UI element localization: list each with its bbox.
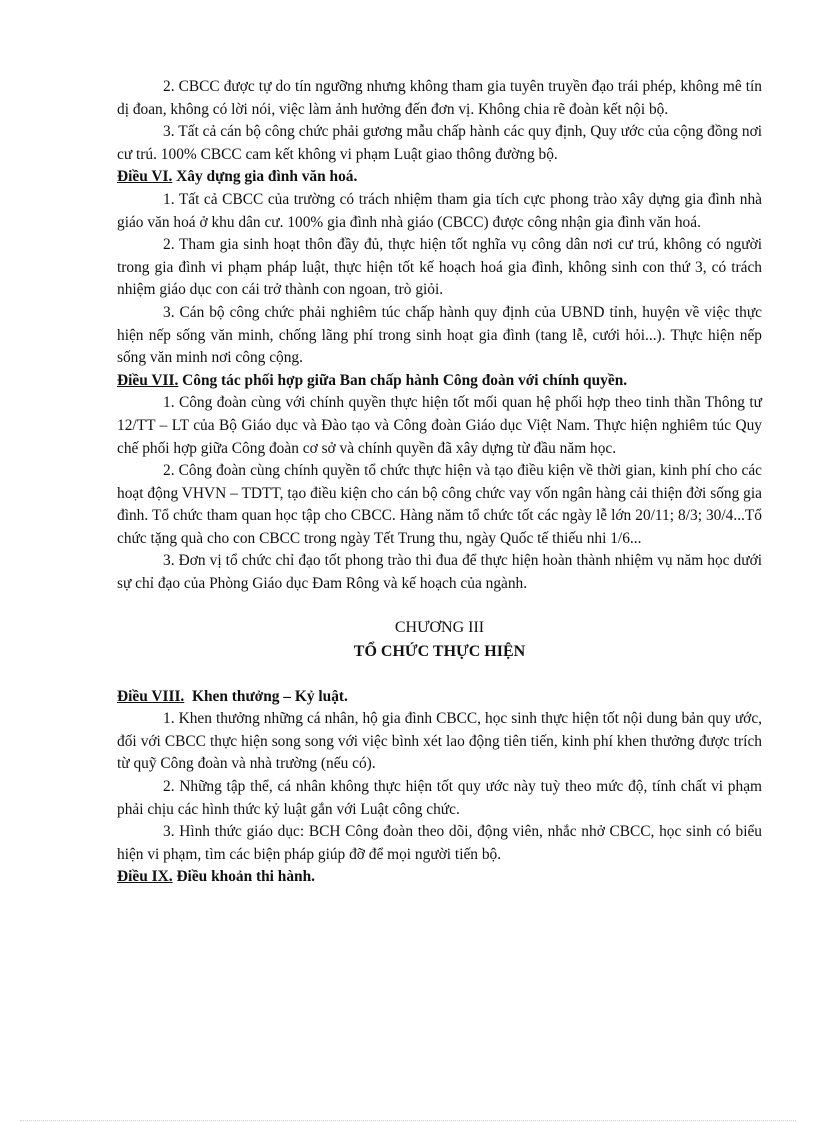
article-label: Điều IX. [117,868,173,886]
article-title: Khen thưởng – Kỷ luật. [184,687,348,705]
article-label: Điều VIII. [117,687,185,705]
paragraph: 3. Hình thức giáo dục: BCH Công đoàn theo dõi, động viên, nhắc nhở CBCC, học sinh có biểu hiện vi phạm, tìm các biện pháp giúp đỡ để mọi người tiến bộ. [117,823,762,863]
paragraph: 2. Công đoàn cùng chính quyền tổ chức thực hiện và tạo điều kiện về thời gian, kinh phí cho các hoạt động VHVN – TDTT, tạo điều kiện cho cán bộ công chức vay vốn ngân hàng cải thiện đời sống gia đình. Tổ chức tham quan học tập cho CBCC. Hàng năm tổ chức tốt các ngày lễ lớn 20/11; 8/3; 30/4...Tổ chức tặng quà cho con CBCC trong ngày Tết Trung thu, ngày Quốc tế thiếu nhi 1/6... [117,462,762,547]
article-title: Điều khoản thi hành. [172,868,316,886]
article-label: Điều VII. [117,371,179,389]
paragraph: 3. Cán bộ công chức phải nghiêm túc chấp hành quy định của UBND tỉnh, huyện về việc thực hiện nếp sống văn minh, chống lãng phí trong sinh hoạt gia đình (tang lễ, cưới hỏi...). Thực hiện nếp sống văn minh nơi công cộng. [117,303,762,367]
article-title: Công tác phối hợp giữa Ban chấp hành Công đoàn với chính quyền. [178,371,628,389]
article-heading [117,370,762,393]
document-page [117,76,762,889]
paragraph: 1. Tất cả CBCC của trường có trách nhiệm tham gia tích cực phong trào xây dựng gia đình nhà giáo văn hoá ở khu dân cư. 100% gia đình nhà giáo (CBCC) được công nhận gia đình văn hoá. [117,190,762,231]
paragraph: 2. Những tập thể, cá nhân không thực hiện tốt quy ước này tuỳ theo mức độ, tính chất vi phạm phải chịu các hình thức kỷ luật gắn với Luật công chức. [117,778,762,818]
chapter-number: CHƯƠNG III [394,618,485,636]
paragraph: 1. Khen thưởng những cá nhân, hộ gia đình CBCC, học sinh thực hiện tốt nội dung bản quy ước, đối với CBCC thực hiện song song với việc bình xét lao động tiên tiến, kinh phí khen thưởng được trích từ quỹ Công đoàn và nhà trường (nếu có). [117,710,762,773]
article-heading [117,866,762,889]
paragraph: 2. CBCC được tự do tín ngưỡng nhưng không tham gia tuyên truyền đạo trái phép, không mê tín dị đoan, không có lời nói, việc làm ảnh hưởng đến đơn vị. Không chia rẽ đoàn kết nội bộ. [117,78,762,118]
paragraph: 1. Công đoàn cùng với chính quyền thực hiện tốt mối quan hệ phối hợp theo tinh thần Thông tư 12/TT – LT của Bộ Giáo dục và Đào tạo và Công đoàn Giáo dục Việt Nam. Thực hiện nghiêm túc Quy chế phối hợp giữa Công đoàn cơ sở và chính quyền đã xây dựng từ đầu năm học. [117,394,762,457]
article-title: Xây dựng gia đình văn hoá. [172,168,358,186]
article-label: Điều VI. [117,168,173,186]
paragraph: 2. Tham gia sinh hoạt thôn đầy đủ, thực hiện tốt nghĩa vụ công dân nơi cư trú, không có người trong gia đình vi phạm pháp luật, thực hiện tốt kế hoạch hoá gia đình, không sinh con thứ 3, có trách nhiệm giáo dục con cái trở thành con ngoan, trò giỏi. [117,236,762,299]
paragraph: 3. Tất cả cán bộ công chức phải gương mẫu chấp hành các quy định, Quy ước của cộng đồng nơi cư trú. 100% CBCC cam kết không vi phạm Luật giao thông đường bộ. [117,123,762,163]
article-heading [117,166,762,189]
chapter-title: TỔ CHỨC THỰC HIỆN [353,642,526,660]
paragraph: 3. Đơn vị tổ chức chỉ đạo tốt phong trào thi đua để thực hiện hoàn thành nhiệm vụ năm học dưới sự chỉ đạo của Phòng Giáo dục Đam Rông và kế hoạch của ngành. [117,552,762,593]
page-bottom-divider [20,1120,796,1121]
article-heading [117,686,762,709]
